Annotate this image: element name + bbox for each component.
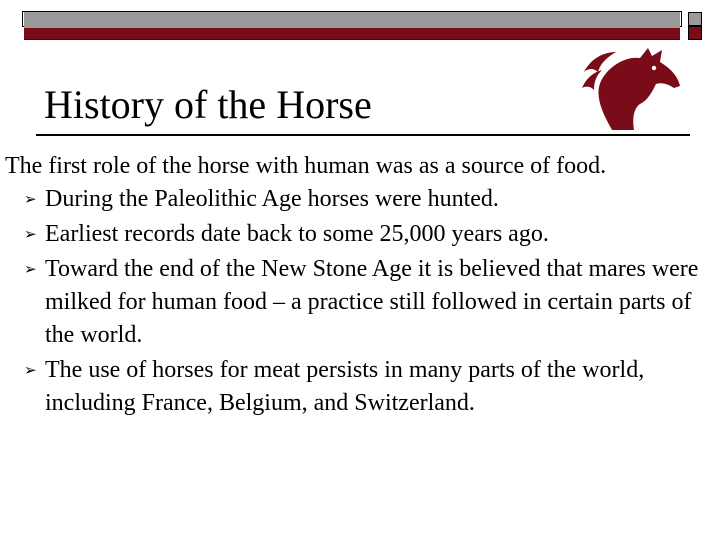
- bullet-list: [5, 183, 717, 420]
- arrow-bullet-icon: ➢: [24, 361, 37, 379]
- slide-title: History of the Horse: [44, 82, 372, 127]
- arrow-bullet-icon: ➢: [24, 190, 37, 208]
- top-bar-gray: [24, 12, 680, 28]
- bullet-text: Earliest records date back to some 25,000 years ago.: [45, 221, 549, 247]
- bullet-text: Toward the end of the New Stone Age it is believed that mares were milked for human food – a practice still followed in certain parts of the world.: [45, 256, 699, 348]
- bullet-text: During the Paleolithic Age horses were hunted.: [45, 186, 499, 212]
- bullet-text: The use of horses for meat persists in many parts of the world, including France, Belgium, and Switzerland.: [45, 357, 645, 416]
- lead-text: The first role of the horse with human was as a source of food.: [5, 153, 607, 179]
- list-item: [5, 354, 717, 420]
- slide-body: [5, 150, 717, 422]
- horse-head-icon: [582, 42, 682, 132]
- arrow-bullet-icon: ➢: [24, 260, 37, 278]
- arrow-bullet-icon: ➢: [24, 225, 37, 243]
- list-item: [5, 253, 717, 352]
- corner-box-gray: [688, 12, 702, 26]
- title-underline: [36, 134, 690, 136]
- list-item: [5, 183, 717, 216]
- corner-box-red: [688, 26, 702, 40]
- top-bar-red: [24, 28, 680, 40]
- list-item: [5, 218, 717, 251]
